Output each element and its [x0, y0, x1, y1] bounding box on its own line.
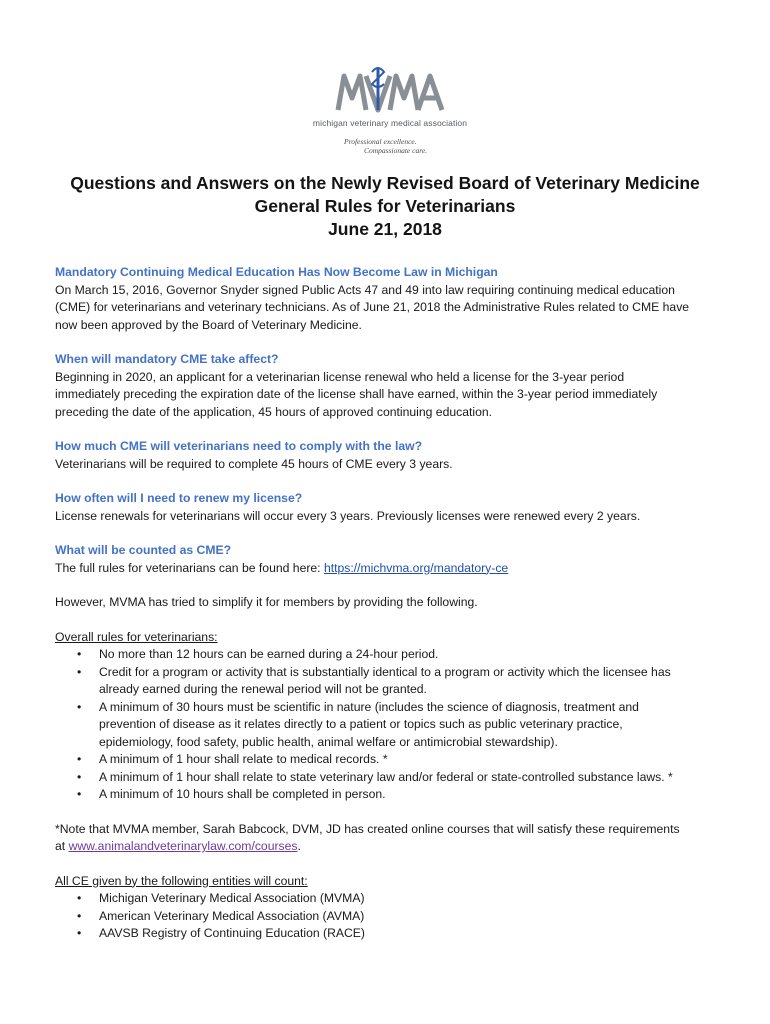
overall-rules-section	[55, 629, 725, 804]
intro-heading: Mandatory Continuing Medical Education Has Now Become Law in Michigan	[55, 265, 498, 279]
question-renew-section	[55, 490, 725, 525]
list-item	[55, 699, 725, 752]
document-body	[55, 264, 725, 960]
mandatory-ce-link[interactable]: https://michvma.org/mandatory-ce	[323, 560, 509, 575]
list-item	[55, 908, 725, 926]
bullet-icon: •	[77, 891, 82, 905]
title-line-2: General Rules for Veterinarians	[254, 196, 516, 216]
entities-list	[55, 890, 725, 943]
list-item-text: already earned during the renewal period will not be granted.	[99, 682, 427, 696]
paragraph-line: immediately preceding the expiration date of the license shall have earned, within the 3-year period immediately	[55, 387, 658, 401]
list-item	[55, 751, 725, 769]
bullet-icon: •	[77, 769, 82, 784]
question-heading: How often will I need to renew my license?	[55, 491, 303, 505]
list-item	[55, 890, 725, 908]
list-item-text: A minimum of 1 hour shall relate to state veterinary law and/or federal or state-controlled substance laws. *	[99, 769, 673, 784]
bullet-icon: •	[77, 908, 82, 923]
list-item	[55, 769, 725, 787]
bullet-icon: •	[77, 752, 82, 766]
paragraph-line: now been approved by the Board of Veterinary Medicine.	[55, 317, 362, 332]
answer-paragraph	[55, 508, 725, 526]
simplify-text: However, MVMA has tried to simplify it for members by providing the following.	[55, 595, 478, 609]
entities-section	[55, 873, 725, 943]
list-item-text: No more than 12 hours can be earned during a 24-hour period.	[99, 647, 439, 661]
rules-text: The full rules for veterinarians can be found here:	[55, 560, 324, 575]
note-paragraph	[55, 821, 725, 856]
question-how-much-section	[55, 438, 725, 473]
courses-link[interactable]: www.animalandveterinarylaw.com/courses	[68, 839, 298, 853]
list-item-text: Michigan Veterinary Medical Association (MVMA)	[99, 891, 365, 905]
question-heading: What will be counted as CME?	[55, 543, 232, 557]
paragraph-line: Veterinarians will be required to complete 45 hours of CME every 3 years.	[55, 456, 453, 471]
question-heading: When will mandatory CME take affect?	[55, 352, 279, 366]
logo-org-name: michigan veterinary medical association	[312, 118, 468, 128]
note-prefix: at	[55, 839, 69, 853]
entities-heading: All CE given by the following entities will count:	[55, 873, 308, 888]
list-item	[55, 786, 725, 804]
paragraph-line: preceding the date of the application, 45 hours of approved continuing education.	[55, 404, 493, 419]
paragraph-line: (CME) for veterinarians and veterinary technicians. As of June 21, 2018 the Administrative Rules related to CME have	[55, 300, 690, 314]
intro-paragraph	[55, 282, 725, 335]
logo-tagline-2: Compassionate care.	[364, 146, 428, 155]
bullet-icon: •	[77, 647, 82, 661]
list-item	[55, 646, 725, 664]
paragraph-line: License renewals for veterinarians will occur every 3 years. Previously licenses were renewed every 2 years.	[55, 508, 641, 523]
list-item-text: American Veterinary Medical Association (AVMA)	[99, 908, 365, 923]
document-title	[40, 172, 730, 241]
answer-paragraph	[55, 369, 725, 422]
paragraph-line: Beginning in 2020, an applicant for a veterinarian license renewal who held a license for the 3-year period	[55, 369, 625, 384]
list-item-text: epidemiology, food safety, public health, animal welfare or antimicrobial stewardship).	[99, 734, 558, 749]
logo-tagline-1: Professional excellence.	[344, 137, 417, 146]
mvma-logo-mark-icon	[300, 58, 480, 120]
list-item	[55, 664, 725, 699]
answer-paragraph	[55, 560, 725, 578]
question-heading: How much CME will veterinarians need to comply with the law?	[55, 439, 423, 453]
list-item-text: A minimum of 10 hours shall be completed in person.	[99, 787, 386, 801]
title-date: June 21, 2018	[328, 219, 442, 239]
bullet-icon: •	[77, 926, 82, 940]
overall-rules-list	[55, 646, 725, 804]
simplify-paragraph	[55, 594, 725, 612]
note-line-1: *Note that MVMA member, Sarah Babcock, DVM, JD has created online courses that will satisfy these requirements	[55, 821, 680, 836]
paragraph-line: On March 15, 2016, Governor Snyder signed Public Acts 47 and 49 into law requiring continuing medical education	[55, 282, 675, 297]
list-item-text: A minimum of 30 hours must be scientific in nature (includes the science of diagnosis, treatment and	[99, 699, 639, 714]
note-suffix: .	[297, 839, 301, 853]
question-when-section	[55, 351, 725, 421]
question-what-counts-section	[55, 542, 725, 577]
intro-section	[55, 264, 725, 334]
mvma-logo	[300, 58, 480, 158]
list-item-text: A minimum of 1 hour shall relate to medical records. *	[99, 752, 388, 766]
list-item-text: AAVSB Registry of Continuing Education (RACE)	[99, 926, 365, 940]
list-item-text: Credit for a program or activity that is substantially identical to a program or activity which the licensee has	[99, 664, 671, 679]
list-item-text: prevention of disease as it relates directly to a patient or topics such as public veterinary practice,	[99, 717, 623, 731]
bullet-icon: •	[77, 699, 82, 714]
list-item	[55, 925, 725, 943]
bullet-icon: •	[77, 787, 82, 801]
answer-paragraph	[55, 456, 725, 474]
bullet-icon: •	[77, 664, 82, 679]
title-line-1: Questions and Answers on the Newly Revised Board of Veterinary Medicine	[70, 173, 700, 193]
overall-rules-heading: Overall rules for veterinarians:	[55, 629, 218, 644]
